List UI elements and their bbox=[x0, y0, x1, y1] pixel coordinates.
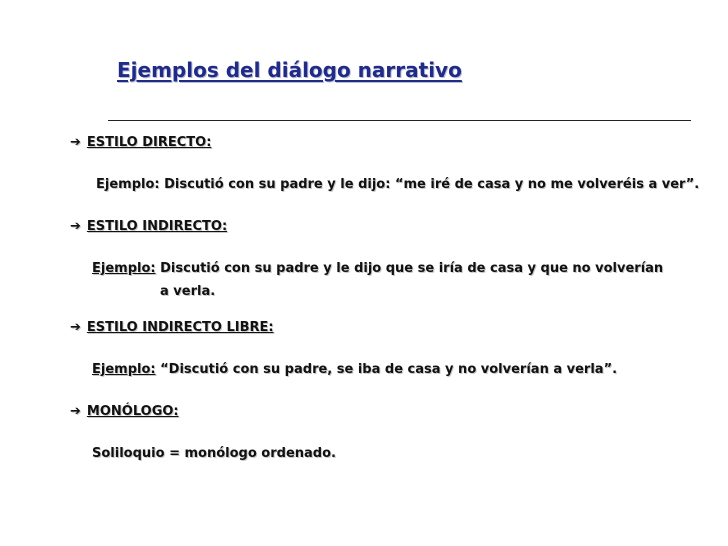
example-text: “Discutió con su padre, se iba de casa y no volverían a verla”. bbox=[160, 362, 618, 377]
example-text: = monólogo ordenado. bbox=[169, 446, 336, 461]
example-estilo-directo bbox=[96, 177, 699, 193]
heading-label: ESTILO INDIRECTO: bbox=[86, 219, 228, 234]
section-heading-monologo bbox=[70, 404, 179, 420]
arrow-right-icon: ➔ bbox=[70, 219, 81, 234]
example-label: Ejemplo: bbox=[96, 177, 160, 192]
arrow-right-icon: ➔ bbox=[70, 135, 81, 150]
example-label: Ejemplo: bbox=[92, 362, 156, 377]
arrow-right-icon: ➔ bbox=[70, 404, 81, 419]
example-estilo-indirecto bbox=[92, 261, 663, 277]
example-monologo bbox=[92, 446, 336, 462]
slide-title: Ejemplos del diálogo narrativo bbox=[117, 58, 462, 82]
example-text: Discutió con su padre y le dijo que se iría de casa y que no volverían bbox=[160, 261, 664, 276]
example-label: Ejemplo: bbox=[92, 261, 156, 276]
title-divider bbox=[108, 120, 691, 121]
example-estilo-indirecto-continuation: a verla. bbox=[160, 284, 216, 299]
section-heading-estilo-indirecto-libre bbox=[70, 320, 274, 336]
example-label: Soliloquio bbox=[92, 446, 165, 461]
example-text: Discutió con su padre y le dijo: “me iré de casa y no me volveréis a ver”. bbox=[164, 177, 700, 192]
arrow-right-icon: ➔ bbox=[70, 320, 81, 335]
heading-label: ESTILO INDIRECTO LIBRE: bbox=[86, 320, 274, 335]
section-heading-estilo-indirecto bbox=[70, 219, 227, 235]
heading-label: MONÓLOGO: bbox=[86, 404, 179, 419]
example-estilo-indirecto-libre bbox=[92, 362, 617, 378]
heading-label: ESTILO DIRECTO: bbox=[86, 135, 212, 150]
section-heading-estilo-directo bbox=[70, 135, 211, 151]
